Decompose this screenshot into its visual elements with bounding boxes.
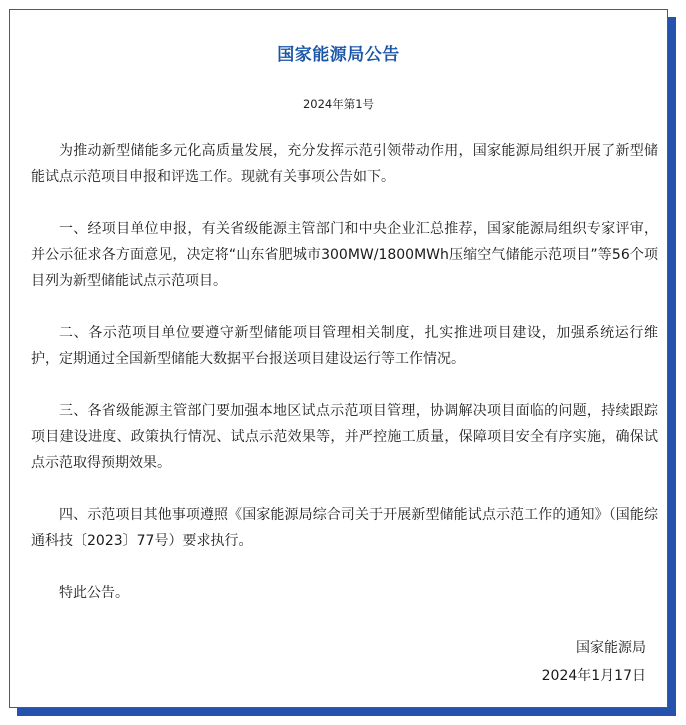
paragraph-item-1: 一、经项目单位申报，有关省级能源主管部门和中央企业汇总推荐，国家能源局组织专家评审，并公示征求各方面意见，决定将“山东省肥城市300MW/1800MWh压缩空气储能示范项目”等56个项目列为新型储能试点示范项目。 bbox=[31, 221, 658, 289]
paragraph-closing: 特此公告。 bbox=[59, 585, 129, 601]
paragraph-item-4: 四、示范项目其他事项遵照《国家能源局综合司关于开展新型储能试点示范工作的通知》（国能综通科技〔2023〕77号）要求执行。 bbox=[31, 507, 658, 549]
paragraph-item-2: 二、各示范项目单位要遵守新型储能项目管理相关制度，扎实推进项目建设，加强系统运行维护，定期通过全国新型储能大数据平台报送项目建设运行等工作情况。 bbox=[31, 325, 658, 367]
notice-frame bbox=[9, 9, 668, 708]
notice-body bbox=[31, 138, 658, 632]
doc-number: 2024年第1号 bbox=[302, 97, 375, 111]
notice-title: 国家能源局公告 bbox=[277, 45, 400, 65]
paragraph-item-3: 三、各省级能源主管部门要加强本地区试点示范项目管理，协调解决项目面临的问题，持续跟踪项目建设进度、政策执行情况、试点示范效果等，并严控施工质量，保障项目安全有序实施，确保试点示范取得预期效果。 bbox=[31, 403, 658, 471]
notice-date: 2024年1月17日 bbox=[541, 668, 646, 684]
paragraph-intro: 为推动新型储能多元化高质量发展，充分发挥示范引领带动作用，国家能源局组织开展了新型储能试点示范项目申报和评选工作。现就有关事项公告如下。 bbox=[31, 143, 658, 185]
signature: 国家能源局 bbox=[576, 640, 646, 656]
